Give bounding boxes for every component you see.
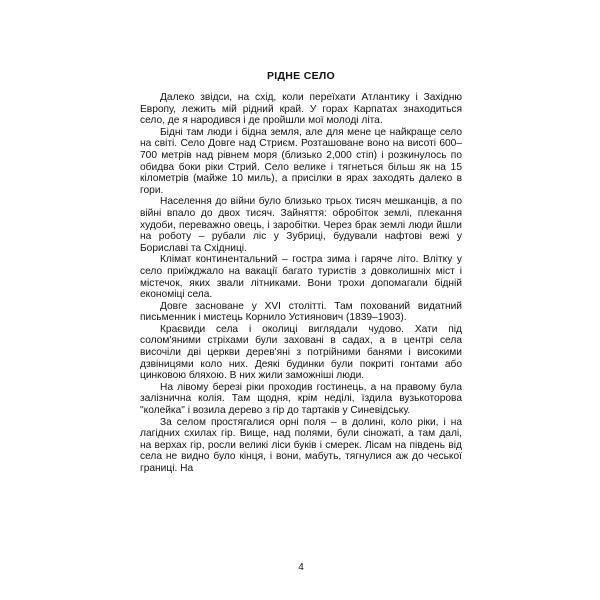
page-title: РІДНЕ СЕЛО [266,70,336,82]
page-number: 4 [298,562,304,573]
paragraph-1: Далеко звідси, на схід, коли переїхати Атлантику і Західню Европу, лежить мій рідний край. У горах Карпатах знаходиться село, де я народився і де пройшли мої молоді літа. [140,92,462,127]
paragraph-5: Довге засноване у XVI столітті. Там похований видатний письменник і мистець Корнило Устиянович (1839–1903). [140,300,462,324]
paragraph-3: Населення до війни було близько трьох тисяч мешканців, а по війні впало до двох тисяч. Зайняття: обробіток землі, плекання худоби, переважно овець, і заробітки. Через брак землі люди йшли на роботу – рубали ліс у Зубриці, будували нафтові вежі у Бориславі та Східниці. [140,196,462,254]
paragraph-6: Краєвиди села і околиці виглядали чудово. Хати під солом'яними стріхами були заховані в садах, а в центрі села височіли дві церкви дерев'яні з потрійними банями і високими дзвіницями коло них. Деякі будинки були покриті гонтами або цинковою бляхою. В них жили заможніші люди. [140,323,462,382]
paragraph-8: За селом простягалися орні поля – в долині, коло ріки, і на лагідних схилах гір. Вище, над полями, були сіножаті, а там далі, на верхах гір, росли великі ліси буків і смерек. Лісам на південь від села не видно було кінця, і вони, мабуть, тягнулися аж до чеської границі. На [140,416,462,474]
book-page [140,70,462,580]
paragraph-2: Бідні там люди і бідна земля, але для мене це найкраще село на світі. Село Довге над Стриєм. Розташоване воно на висоті 600–700 метрів над рівнем моря (близько 2,000 стіп) і розкинулось по обидва боки ріки Стрий. Село велике і тягнеться більш як на 15 кілометрів (майже 10 миль), а присілки в ярах заходять далеко в гори. [140,126,462,196]
paragraph-7: На лівому березі ріки проходив гостинець, а на правому була залізнична колія. Там щодня, крім неділі, їздила вузькоторова "колейка" і возила дерево з гір до тартаків у Синевідську. [140,381,462,417]
paragraph-4: Клімат континентальний – гостра зима і гаряче літо. Влітку у село приїжджало на вакації багато туристів з довколишніх міст і містечок, яких звали літниками. Вони трохи допомагали бідній економіці села. [140,254,462,301]
